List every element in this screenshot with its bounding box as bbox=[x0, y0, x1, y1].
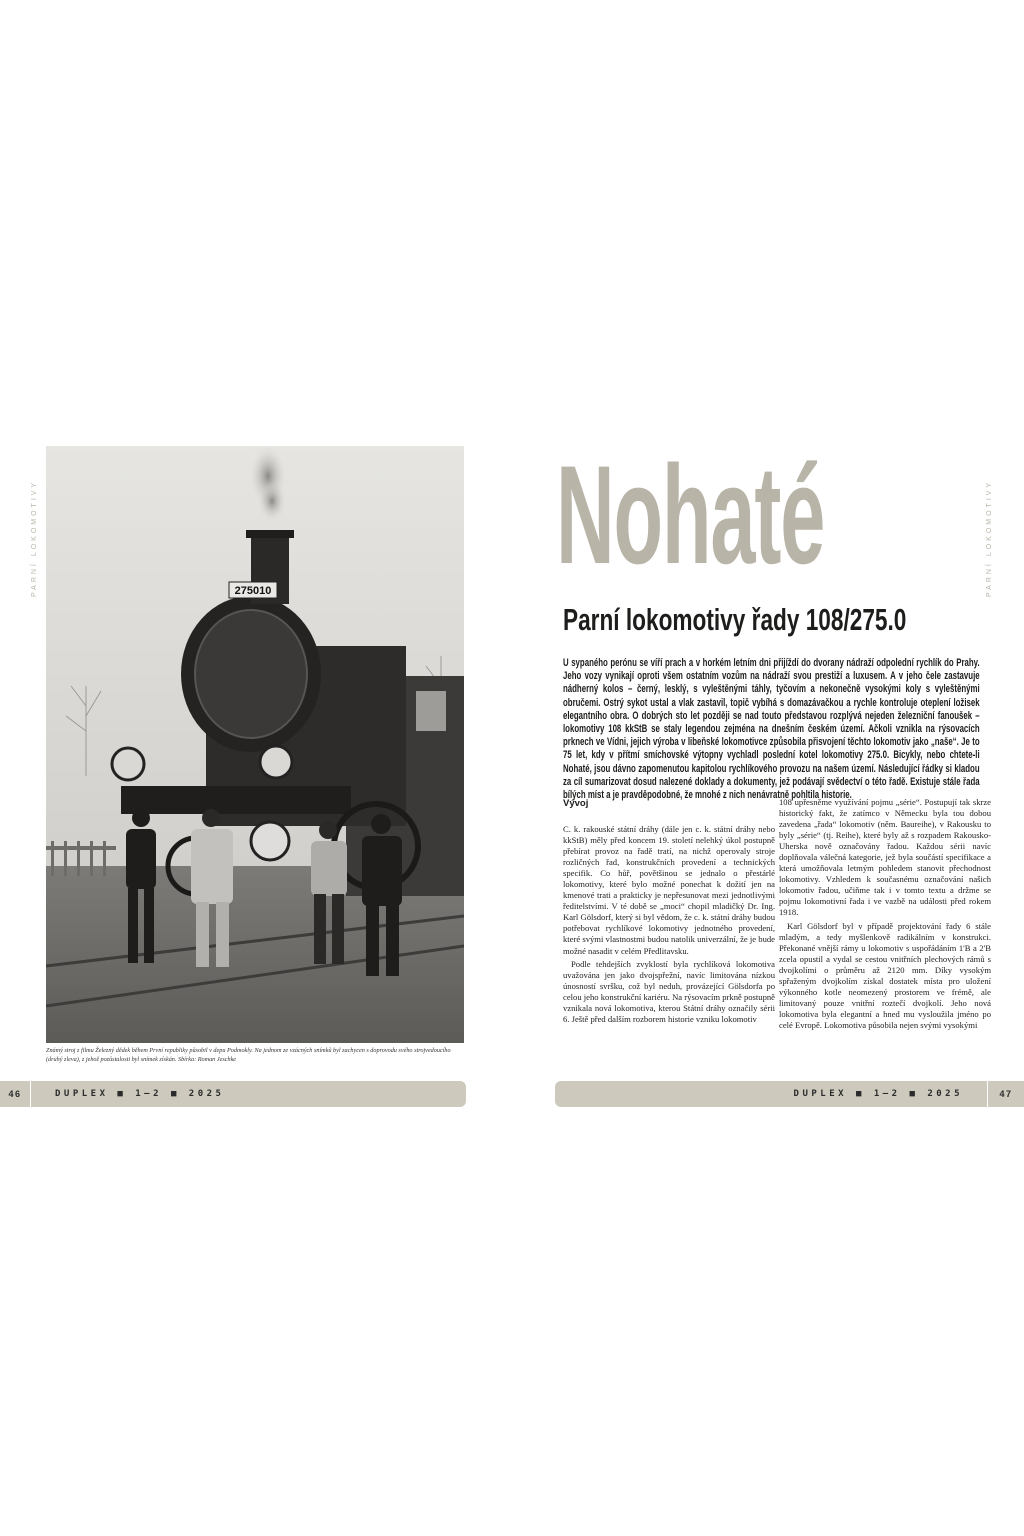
paragraph: 108 upřesněme využívání pojmu „série“. Postupují tak skrze historický fakt, že zatímco v Německu byla tou dobou zavedena „řada“ lokomotiv (něm. Baureihe), v Rakousku to byly „série“ (tj. Reihe), které byly až s rozpadem Rakousko-Uherska nově označovány řadou. Každou sérii navíc doplňovala válečná kategorie, jež byla součástí specifikace a která umožňovala letmým pohledem stanovit přechodnost lokomotivy. Vzhledem k současnému označování našich lokomotiv řadou, učiňme tak i v tomto textu a držme se pojmu lokomotivní řada i ve vazbě na události před rokem 1918. bbox=[779, 797, 991, 918]
article-subtitle: Parní lokomotivy řady 108/275.0 bbox=[563, 602, 907, 637]
paragraph: C. k. rakouské státní dráhy (dále jen c. k. státní dráhy nebo kkStB) měly před koncem 19. století nelehký úkol postupně přebírat provoz na řadě tratí, na nichž operovaly stroje rozličných řad, konstrukčních provedení a technických specifik. Co hůř, povětšinou se jednalo o přestárlé lokomotivy, které bylo možné ponechat k dožití jen na kmenové trati a prakticky je nepřesunovat mezi jednotlivými ředitelstvími. V té době se „moci“ chopil mladičký Dr. Ing. Karl Gölsdorf, který si byl vědom, že c. k. státní dráhy budou potřebovat rychlíkové lokomotivy jednotného provedení, které svými vlastnostmi budou natolik univerzální, že je bude možné nasadit v celém Předlitavsku. bbox=[563, 824, 775, 956]
side-section-label-right: PARNÍ LOKOMOTIVY bbox=[986, 479, 993, 597]
page-number-right: 47 bbox=[999, 1089, 1013, 1099]
paragraph: Podle tehdejších zvyklostí byla rychlíková lokomotiva uvažována jen jako dvojspřežní, navíc limitována nízkou únosností svršku, což byl neduh, provázející Gölsdorfa po celou jeho konstrukční kariéru. Na rýsovacím prkně postupně vznikala nová lokomotiva, kterou Státní dráhy označily sérii 6. Ještě před dalším rozborem historie vzniku lokomotiv bbox=[563, 958, 775, 1024]
article-title: Nohaté bbox=[556, 436, 825, 593]
paragraph: Karl Gölsdorf byl v případě projektování řady 6 stále mladým, a tedy myšlenkově radikálním v konstrukci. Překonané vnější rámy u lokomotiv s uspořádáním 1'B a 2'B zcela opustil a vydal se cestou vnitřních plechových rámů s dvojkolími o průměru až 2120 mm. Díky vysokým spřaženým dvojkolím získal dostatek místa pro uložení výkonného kotle neomezený prostorem ve frémě, ale limitovaný pouze vnitřní roztečí dvojkolí. Jeho nová lokomotiva byla elegantní a hned mu vysloužila jméno po celé Evropě. Lokomotiva působila nejen svými vysokými bbox=[779, 920, 991, 1030]
footer-magazine-right: DUPLEX ■ 1–2 ■ 2025 bbox=[793, 1089, 963, 1099]
section-heading: Vývoj bbox=[563, 798, 589, 809]
footer-bar-left bbox=[0, 1081, 466, 1107]
text-column-2 bbox=[779, 797, 991, 1033]
article-lead: U sypaného perónu se víří prach a v horkém letním dni přijíždí do dvorany nádraží odpolední rychlík do Prahy. Jeho vozy vynikají oproti všem ostatním vozům na nádraží svou prestiží a luxusem. A v jeho čele zastavuje nádherný kolos – černý, lesklý, s vyleštěnými táhly, tyčovím a nekonečně vysokými koly s vyleštěnými obručemi. Ostrý sykot ustal a vlak zastavil, topič vybíhá s domazávačkou a rychle kontroluje oteplení ložisek elegantního obra. O dobrých sto let později se nad touto představou rozplývá nejeden železniční fanoušek – lokomotivy 108 kkStB se staly legendou zejména na dnešním českém území. Ačkoli vznikla na rýsovacích prknech ve Vídni, jejich výroba v libeňské lokomotivce způsobila přisvojení těchto lokomotiv jako „naše“. Je to 75 let, kdy v přítmí smíchovské výtopny vychladl poslední kotel lokomotivy 275.0. Bicykly, nebo chtete-li Nohaté, jsou dávno zapomenutou kapitolou rychlíkového provozu na našem území. Následující řádky si kladou za cíl sumarizovat dosud nalezené doklady a dokumenty, jež podávají svědectví o této řadě. Existuje stále řada bílých míst a je pravděpodobné, že mnohé z nich nenávratně pohltila historie. bbox=[563, 657, 980, 802]
page-number-left: 46 bbox=[8, 1089, 22, 1099]
footer-magazine-left: DUPLEX ■ 1–2 ■ 2025 bbox=[55, 1089, 225, 1099]
side-section-label-left: PARNÍ LOKOMOTIVY bbox=[31, 479, 38, 597]
text-column-1 bbox=[563, 824, 775, 1027]
locomotive-photo bbox=[46, 446, 464, 1043]
footer-divider-left bbox=[30, 1081, 31, 1107]
photo-caption: Známý stroj z filmu Železný dědek během První republiky působil v depu Podmokly. Na jednom ze vzácných snímků byl zachycen s doprovodu svého strojvedoucího (druhý zleva), z jehož pozůstalosti byl snímek získán. Sbírka: Roman Jeschke bbox=[46, 1047, 451, 1063]
footer-bar-right bbox=[555, 1081, 1024, 1107]
locomotive-number-plate: 275010 bbox=[234, 585, 272, 597]
